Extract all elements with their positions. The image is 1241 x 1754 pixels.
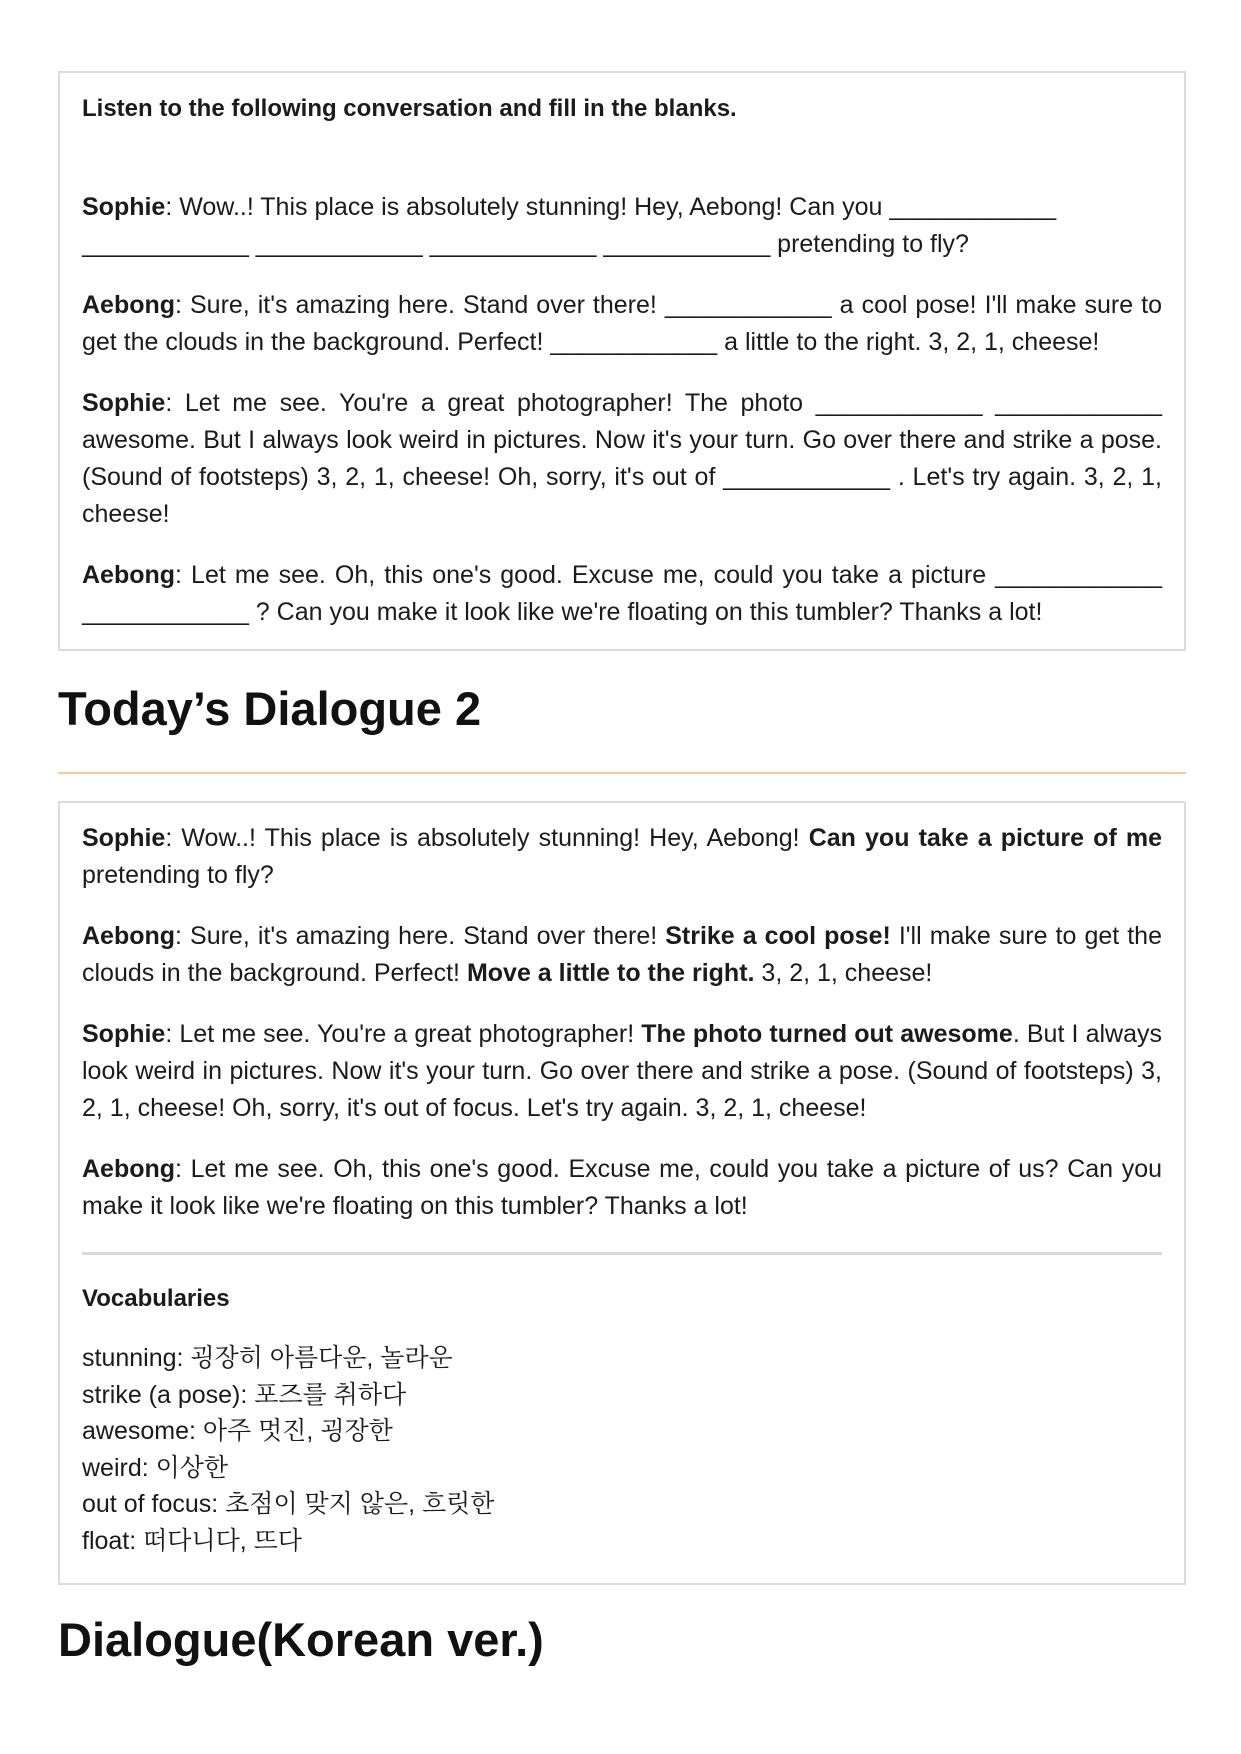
vocab-item: weird: 이상한 — [82, 1453, 229, 1482]
fill-in-the-blanks-box — [58, 71, 1186, 651]
vocab-title: Vocabularies — [82, 1285, 230, 1312]
page — [58, 71, 1186, 1668]
speaker-name: Aebong — [82, 1155, 176, 1183]
section-divider — [58, 772, 1186, 774]
dialogue-line — [82, 1016, 1162, 1127]
exercise-instruction: Listen to the following conversation and fill in the blanks. — [82, 95, 737, 122]
line-text: : Wow..! This place is absolutely stunning! Hey, Aebong! Can you ____________ ____________ ____________ ____________ ____________ pretending to fly? — [82, 193, 1057, 258]
line-text: I'll make sure to get the clouds in the background. Perfect! — [82, 922, 1162, 987]
exercise-line — [82, 287, 1162, 361]
speaker-name: Sophie — [82, 824, 166, 852]
dialogue-line — [82, 1151, 1162, 1225]
line-text: : Sure, it's amazing here. Stand over there! ____________ a cool pose! I'll make sure to get the clouds in the background. Perfect! ____________ a little to the right. 3, 2, 1, cheese! — [82, 291, 1162, 356]
dialogue-line — [82, 820, 1162, 894]
speaker-name: Aebong — [82, 922, 176, 950]
section-title-todays-dialogue: Today’s Dialogue 2 — [58, 682, 482, 735]
line-text: : Let me see. You're a great photographer! — [165, 1020, 642, 1048]
line-text: : Let me see. Oh, this one's good. Excuse me, could you take a picture ____________ ____________ ? Can you make it look like we're floating on this tumbler? Thanks a lot! — [82, 561, 1162, 626]
line-text: : Let me see. Oh, this one's good. Excuse me, could you take a picture of us? Can you make it look like we're floating on this tumbler? Thanks a lot! — [82, 1155, 1162, 1220]
key-expression: Move a little to the right. — [466, 959, 755, 987]
line-text: : Let me see. You're a great photographer! The photo ____________ ____________ awesome. But I always look weird in pictures. Now it's your turn. Go over there and strike a pose. (Sound of footsteps) 3, 2, 1, cheese! Oh, sorry, it's out of ____________ . Let's try again. 3, 2, 1, cheese! — [82, 389, 1162, 528]
key-expression: Strike a cool pose! — [665, 922, 891, 950]
vocab-list — [82, 1340, 1162, 1560]
speaker-name: Sophie — [82, 389, 166, 417]
vocab-item: out of focus: 초점이 맞지 않은, 흐릿한 — [82, 1490, 495, 1519]
speaker-name: Aebong — [82, 561, 176, 589]
line-text: pretending to fly? — [82, 861, 274, 889]
line-text: . But I always look weird in pictures. Now it's your turn. Go over there and strike a pose. (Sound of footsteps) 3, 2, 1, cheese! Oh, sorry, it's out of focus. Let's try again. 3, 2, 1, cheese! — [82, 1020, 1162, 1122]
vocab-item: stunning: 굉장히 아름다운, 놀라운 — [82, 1344, 453, 1372]
exercise-line — [82, 557, 1162, 631]
vocab-item: float: 떠다니다, 뜨다 — [82, 1526, 302, 1555]
key-expression: The photo turned out awesome — [641, 1020, 1013, 1048]
dialogue-box — [58, 801, 1186, 1585]
vocab-item: strike (a pose): 포즈를 취하다 — [82, 1380, 407, 1409]
speaker-name: Sophie — [82, 1020, 166, 1048]
speaker-name: Aebong — [82, 291, 176, 319]
speaker-name: Sophie — [82, 193, 166, 221]
line-text: : Sure, it's amazing here. Stand over there! — [175, 922, 666, 950]
vocab-item: awesome: 아주 멋진, 굉장한 — [82, 1417, 393, 1446]
section-title-korean-version: Dialogue(Korean ver.) — [58, 1612, 544, 1666]
key-expression: Can you take a picture of me — [808, 824, 1162, 852]
exercise-line — [82, 385, 1162, 533]
dialogue-line — [82, 918, 1162, 992]
vocab-divider — [82, 1252, 1162, 1255]
exercise-line — [82, 189, 1162, 263]
line-text: 3, 2, 1, cheese! — [754, 959, 933, 987]
line-text: : Wow..! This place is absolutely stunning! Hey, Aebong! — [165, 824, 809, 852]
